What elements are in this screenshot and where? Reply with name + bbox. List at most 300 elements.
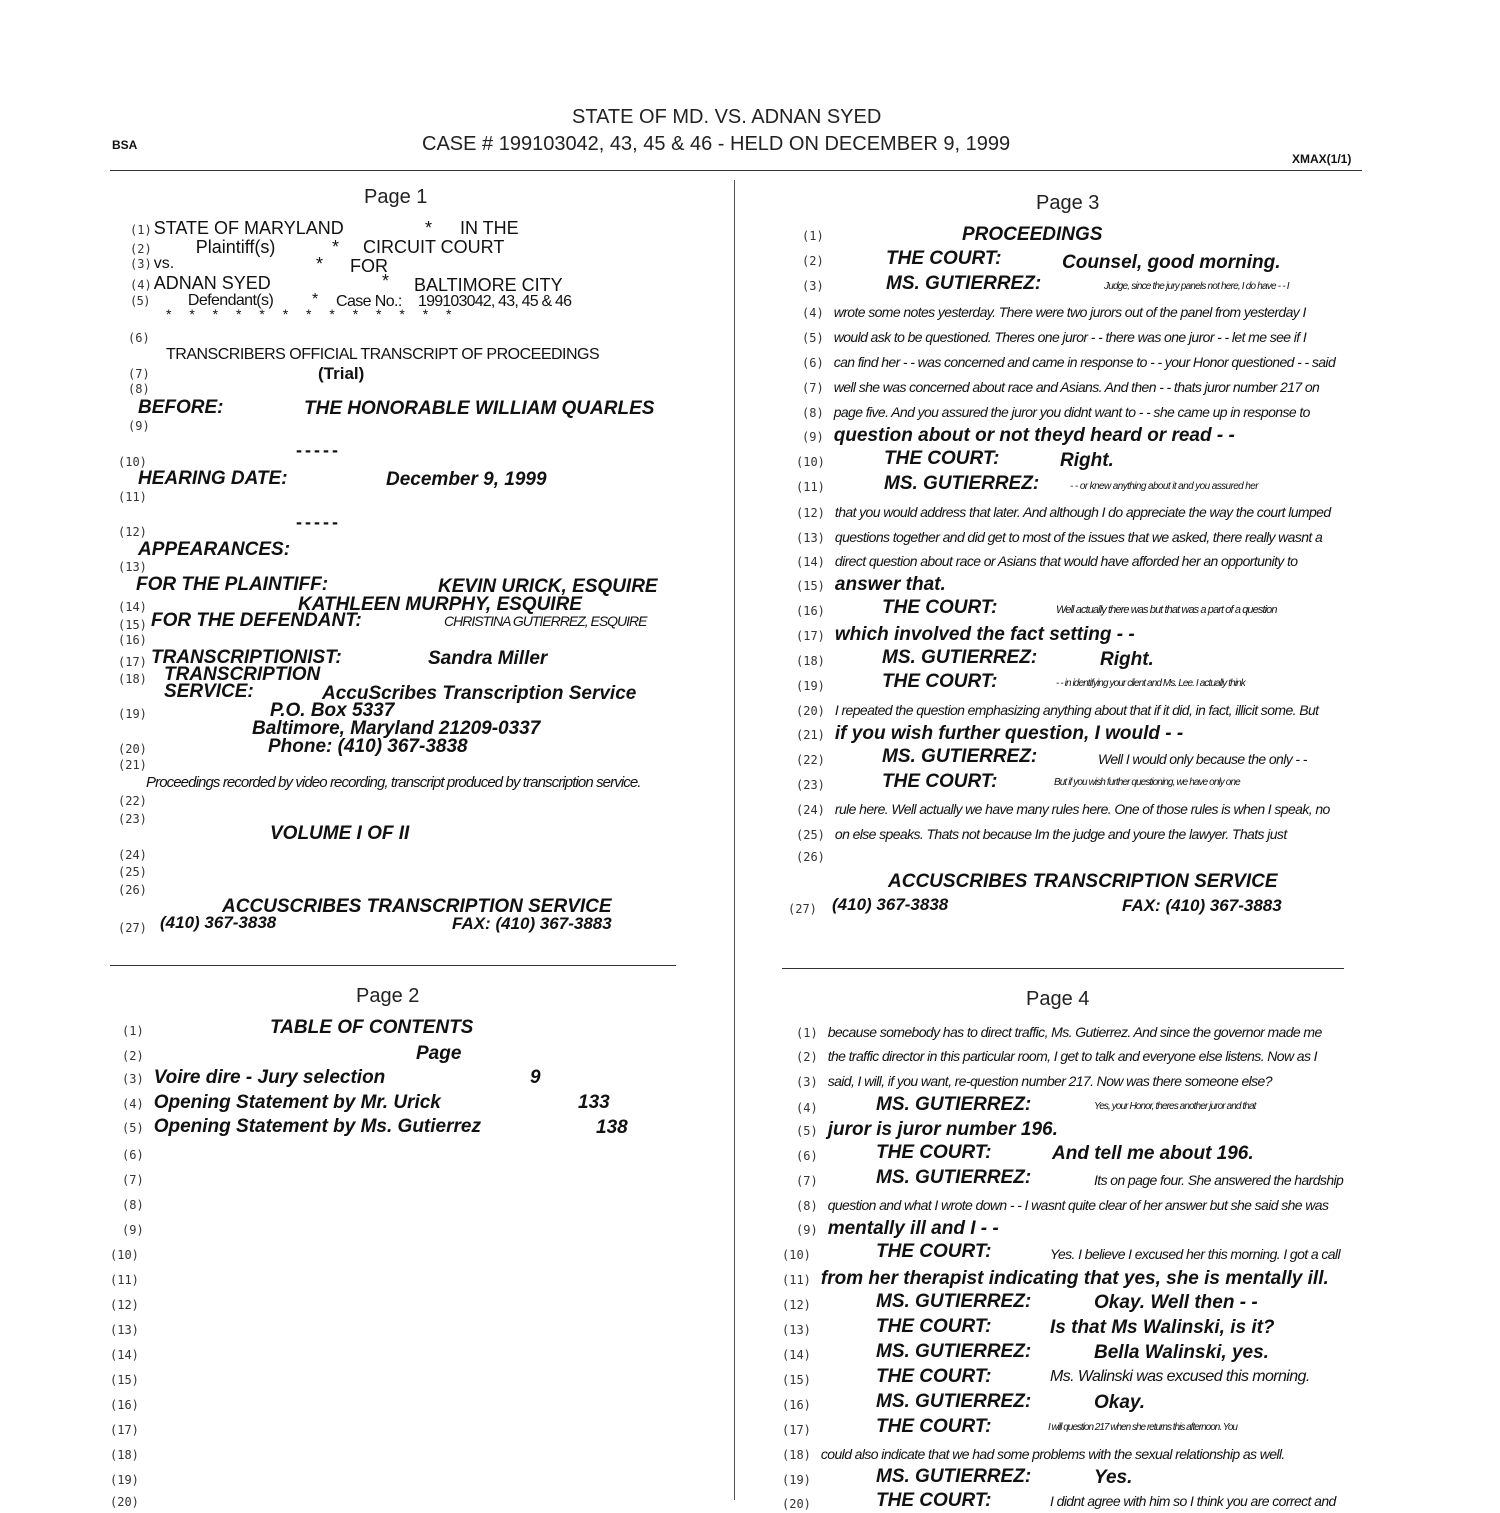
p3-line-6: [802, 352, 1335, 372]
p3-line-19: [796, 675, 835, 695]
speaker-the-court: THE COURT:: [876, 1316, 992, 1337]
p2-line-13: [110, 1319, 149, 1339]
caption-in-the: IN THE: [460, 218, 519, 238]
p3-line-11: [796, 476, 835, 496]
hearing-date-value: December 9, 1999: [386, 469, 547, 490]
caption-state: STATE OF MARYLAND: [153, 218, 344, 238]
speaker-the-court: THE COURT:: [886, 248, 1002, 269]
line-number: (1): [122, 1024, 144, 1038]
p1-line-11: [118, 486, 157, 506]
plaintiff-attorney-2: KATHLEEN MURPHY, ESQUIRE: [298, 594, 582, 615]
p4-line-18: [782, 1444, 1285, 1464]
p1-line-8: [128, 378, 160, 398]
line-number: (27): [118, 921, 147, 935]
line-number: (7): [796, 1174, 818, 1188]
caption-circuit-court: CIRCUIT COURT: [363, 237, 505, 257]
header-right-tag: XMAX(1/1): [1292, 152, 1352, 166]
line-number: (17): [110, 1423, 139, 1437]
p3-line-5: [802, 327, 1306, 347]
p3-line-25: [796, 824, 1287, 844]
p4-line-6: [796, 1145, 828, 1165]
toc-entry: [122, 1116, 481, 1138]
speech-text: Bella Walinski, yes.: [1094, 1342, 1269, 1363]
line-number: (10): [110, 1248, 139, 1262]
transcript-text: which involved the fact setting - -: [834, 624, 1135, 645]
p4-line-16: [782, 1394, 821, 1414]
transcript-text: would ask to be questioned. Theres one juror - - there was one juror - - let me see if I: [833, 329, 1307, 345]
p3-line-1: [802, 225, 834, 245]
p4-line-15: [782, 1369, 821, 1389]
transcriptionist-label: TRANSCRIPTIONIST:: [151, 647, 342, 668]
line-number: (26): [796, 850, 825, 864]
line-number: (3): [796, 1075, 818, 1089]
line-number: (4): [130, 278, 152, 292]
before-value: THE HONORABLE WILLIAM QUARLES: [304, 398, 655, 419]
line-number: (1): [796, 1026, 818, 1040]
p3-line-2: [802, 250, 834, 270]
footer-company: ACCUSCRIBES TRANSCRIPTION SERVICE: [222, 896, 612, 917]
line-number: (14): [782, 1348, 811, 1362]
caption-star: *: [316, 254, 324, 274]
p2-line-11: [110, 1269, 149, 1289]
p3-line-27: [788, 898, 827, 918]
p2-line-15: [110, 1369, 149, 1389]
line-number: (2): [802, 254, 824, 268]
p4-line-7: [796, 1170, 828, 1190]
line-number: (4): [802, 306, 824, 320]
p4-line-13: [782, 1319, 821, 1339]
speaker-ms-gutierrez: MS. GUTIERREZ:: [876, 1094, 1032, 1115]
p1-line-6: [128, 327, 160, 347]
speaker-the-court: THE COURT:: [882, 771, 998, 792]
speaker-ms-gutierrez: MS. GUTIERREZ:: [884, 473, 1040, 494]
line-number: (27): [788, 902, 817, 916]
speech-text: Is that Ms Walinski, is it?: [1050, 1317, 1275, 1338]
speaker-ms-gutierrez: MS. GUTIERREZ:: [886, 273, 1042, 294]
p2-line-18: [110, 1444, 149, 1464]
p3-line-10: [796, 451, 835, 471]
p4-line-12: [782, 1294, 821, 1314]
transcript-text: rule here. Well actually we have many rules here. One of those rules is when I speak, no: [834, 801, 1330, 817]
p4-line-17: [782, 1419, 821, 1439]
line-number: (17): [782, 1423, 811, 1437]
transcript-text: questions together and did get to most of the issues that we asked, there really wasnt a: [834, 529, 1323, 545]
caption-vs: vs.: [153, 255, 175, 272]
line-number: (15): [110, 1373, 139, 1387]
p4-line-19: [782, 1469, 821, 1489]
speech-text: I will question 217 when she returns this afternoon. You: [1048, 1422, 1237, 1433]
line-number: (2): [122, 1049, 144, 1063]
line-number: (1): [130, 223, 152, 237]
line-number: (16): [796, 604, 825, 618]
p2-line-8: [122, 1194, 154, 1214]
p1-line-23: [118, 808, 157, 828]
p3-line-3: [802, 275, 834, 295]
p3-line-21: [796, 723, 1183, 745]
p2-line-16: [110, 1394, 149, 1414]
p4-line-5: [796, 1119, 1058, 1141]
page3-bottom-rule: [782, 968, 1344, 969]
line-number: (19): [110, 1473, 139, 1487]
p3-line-12: [796, 502, 1331, 522]
speech-text: Its on page four. She answered the hardship: [1094, 1172, 1344, 1188]
caption-defendant-name: ADNAN SYED: [153, 273, 271, 293]
caption-case-number: 199103042, 43, 45 & 46: [418, 293, 572, 310]
line-number: (12): [796, 506, 825, 520]
line-number: (12): [110, 1298, 139, 1312]
p2-line-2: [122, 1045, 154, 1065]
line-number: (2): [796, 1050, 818, 1064]
line-number: (14): [110, 1348, 139, 1362]
p2-line-1: [122, 1020, 154, 1040]
line-number: (2): [130, 242, 152, 256]
p3-line-8: [802, 402, 1310, 422]
line-number: (19): [118, 707, 147, 721]
line-number: (10): [796, 455, 825, 469]
p4-line-10: [782, 1244, 821, 1264]
line-number: (20): [110, 1495, 139, 1509]
speech-text: Right.: [1100, 649, 1154, 670]
defendant-label: FOR THE DEFENDANT:: [151, 610, 362, 631]
p4-line-9: [796, 1218, 999, 1240]
caption-defendant-label: Defendant(s): [187, 292, 274, 309]
p1-line-1: [130, 218, 344, 239]
line-number: (5): [802, 331, 824, 345]
footer-phone: (410) 367-3838: [160, 913, 277, 932]
line-number: (23): [118, 812, 147, 826]
line-number: (18): [118, 672, 147, 686]
transcriptionist-value: Sandra Miller: [428, 648, 548, 669]
line-number: (7): [122, 1173, 144, 1187]
line-number: (24): [118, 848, 147, 862]
p1-line-3: [130, 255, 174, 273]
p3-line-4: [802, 302, 1306, 322]
p3-line-24: [796, 799, 1330, 819]
line-number: (10): [782, 1248, 811, 1262]
page4-label: Page 4: [1026, 988, 1090, 1010]
p3-line-14: [796, 551, 1297, 571]
p3-line-20: [796, 700, 1318, 720]
line-number: (5): [796, 1124, 818, 1138]
speech-text: Okay. Well then - -: [1094, 1292, 1258, 1313]
p4-line-11: [782, 1268, 1329, 1290]
speech-text: Yes, your Honor, theres another juror and that: [1094, 1101, 1256, 1112]
plaintiff-label: FOR THE PLAINTIFF:: [136, 574, 329, 595]
toc-entry: [122, 1067, 385, 1089]
line-number: (9): [796, 1223, 818, 1237]
line-number: (17): [118, 655, 147, 669]
line-number: (11): [118, 490, 147, 504]
caption-star: *: [332, 237, 340, 257]
speech-text: And tell me about 196.: [1052, 1143, 1254, 1164]
transcript-text: on else speaks. Thats not because Im the judge and youre the lawyer. Thats just: [834, 826, 1287, 842]
line-number: (12): [118, 525, 147, 539]
toc-entry-page: 9: [530, 1067, 541, 1088]
transcript-text: if you wish further question, I would - -: [834, 723, 1184, 744]
toc-title: TABLE OF CONTENTS: [270, 1017, 474, 1038]
line-number: (11): [796, 480, 825, 494]
line-number: (21): [118, 758, 147, 772]
speech-text: Yes. I believe I excused her this morning. I got a call: [1050, 1246, 1340, 1262]
transcript-text: page five. And you assured the juror you didnt want to - - she came up in response to: [833, 404, 1310, 420]
volume-label: VOLUME I OF II: [270, 823, 410, 844]
p2-line-19: [110, 1469, 149, 1489]
caption-plaintiff: Plaintiff(s): [195, 237, 276, 257]
line-number: (5): [122, 1121, 144, 1135]
p1-line-26: [118, 879, 157, 899]
p2-line-10: [110, 1244, 149, 1264]
toc-page-column: Page: [416, 1043, 462, 1064]
caption-for: FOR: [350, 256, 388, 276]
service-label-1: TRANSCRIPTION: [164, 664, 321, 685]
transcript-text: question and what I wrote down - - I wasnt quite clear of her answer but she said she was: [827, 1197, 1329, 1213]
p4-line-4: [796, 1097, 828, 1117]
page1-bottom-rule: [110, 965, 676, 966]
toc-entry-page: 133: [578, 1092, 610, 1113]
plaintiff-attorney-1: KEVIN URICK, ESQUIRE: [438, 576, 658, 597]
defendant-attorney: CHRISTINA GUTIERREZ, ESQUIRE: [444, 613, 647, 629]
speaker-ms-gutierrez: MS. GUTIERREZ:: [876, 1391, 1032, 1412]
p4-line-14: [782, 1344, 821, 1364]
line-number: (19): [796, 679, 825, 693]
line-number: (22): [796, 753, 825, 767]
line-number: (18): [796, 654, 825, 668]
line-number: (1): [802, 229, 824, 243]
speech-text: Yes.: [1094, 1467, 1133, 1488]
header-title-line2: CASE # 199103042, 43, 45 & 46 - HELD ON DECEMBER 9, 1999: [422, 133, 1011, 155]
speech-text: I didnt agree with him so I think you are correct and: [1050, 1493, 1336, 1509]
page3-label: Page 3: [1036, 192, 1100, 214]
line-number: (11): [110, 1273, 139, 1287]
service-po-box: P.O. Box 5337: [270, 700, 395, 721]
p3-line-16: [796, 600, 835, 620]
line-number: (5): [130, 294, 150, 308]
p2-line-12: [110, 1294, 149, 1314]
transcript-text: well she was concerned about race and Asians. And then - - thats juror number 217 on: [833, 379, 1320, 395]
transcript-text: direct question about race or Asians that would have afforded her an opportunity to: [834, 553, 1298, 569]
p1-line-25: [118, 861, 157, 881]
transcript-text: that you would address that later. And although I do appreciate the way the court lumped: [834, 504, 1331, 520]
speaker-the-court: THE COURT:: [876, 1366, 992, 1387]
line-number: (3): [130, 257, 152, 271]
transcript-text: question about or not theyd heard or read - -: [833, 425, 1235, 446]
speech-text: Ms. Walinski was excused this morning.: [1050, 1368, 1310, 1385]
p2-line-7: [122, 1169, 154, 1189]
p3-line-13: [796, 527, 1322, 547]
speech-text: - - or knew anything about it and you assured her: [1070, 481, 1258, 492]
line-number: (6): [796, 1149, 818, 1163]
line-number: (6): [802, 356, 824, 370]
line-number: (4): [122, 1097, 144, 1111]
line-number: (17): [796, 629, 825, 643]
line-number: (18): [110, 1448, 139, 1462]
p3-line-22: [796, 749, 835, 769]
line-number: (13): [110, 1323, 139, 1337]
p2-line-20: [110, 1491, 149, 1511]
speech-text: - - in identifying your client and Ms. Lee. I actually think: [1056, 678, 1245, 689]
transcript-text: answer that.: [834, 574, 946, 595]
footer-fax: FAX: (410) 367-3883: [1122, 896, 1282, 915]
line-number: (18): [782, 1448, 811, 1462]
transcript-text: juror is juror number 196.: [827, 1119, 1058, 1140]
line-number: (25): [796, 828, 825, 842]
p2-line-6: [122, 1144, 154, 1164]
toc-entry-title: Opening Statement by Ms. Gutierrez: [153, 1116, 481, 1137]
line-number: (3): [122, 1072, 144, 1086]
line-number: (14): [796, 555, 825, 569]
transcript-text: mentally ill and I - -: [827, 1218, 999, 1239]
caption-baltimore-city: BALTIMORE CITY: [414, 275, 563, 295]
p3-line-18: [796, 650, 835, 670]
p2-line-17: [110, 1419, 149, 1439]
caption-star: *: [382, 271, 390, 291]
line-number: (3): [802, 279, 824, 293]
appearances-label: APPEARANCES:: [138, 539, 291, 560]
p4-line-1: [796, 1022, 1322, 1042]
p4-line-20: [782, 1493, 821, 1513]
divider-dashes: -----: [296, 440, 341, 460]
p1-line-16: [118, 629, 157, 649]
p3-line-15: [796, 574, 946, 596]
header-rule: [110, 170, 1362, 171]
transcript-text: from her therapist indicating that yes, she is mentally ill.: [820, 1268, 1329, 1289]
line-number: (25): [118, 865, 147, 879]
service-value: AccuScribes Transcription Service: [322, 683, 637, 704]
line-number: (13): [782, 1323, 811, 1337]
transcript-text: said, I will, if you want, re-question number 217. Now was there someone else?: [827, 1073, 1272, 1089]
caption-star: *: [425, 218, 433, 238]
service-phone: Phone: (410) 367-3838: [268, 736, 468, 757]
line-number: (15): [782, 1373, 811, 1387]
line-number: (15): [796, 579, 825, 593]
speaker-ms-gutierrez: MS. GUTIERREZ:: [882, 647, 1038, 668]
line-number: (6): [122, 1148, 144, 1162]
line-number: (15): [118, 618, 147, 632]
before-label: BEFORE:: [138, 397, 224, 418]
speaker-the-court: THE COURT:: [876, 1416, 992, 1437]
line-number: (20): [782, 1497, 811, 1511]
line-number: (8): [796, 1199, 818, 1213]
line-number: (24): [796, 803, 825, 817]
transcript-text: because somebody has to direct traffic, Ms. Gutierrez. And since the governor made me: [827, 1024, 1322, 1040]
p4-line-8: [796, 1195, 1328, 1215]
line-number: (11): [782, 1273, 811, 1287]
speaker-ms-gutierrez: MS. GUTIERREZ:: [876, 1167, 1032, 1188]
proceedings-title: PROCEEDINGS: [962, 224, 1103, 245]
speech-text: Right.: [1060, 450, 1114, 471]
speech-text: Judge, since the jury panels not here, I do have - - I: [1104, 281, 1289, 292]
service-label-2: SERVICE:: [164, 681, 254, 702]
page2-label: Page 2: [356, 985, 420, 1007]
transcript-text: wrote some notes yesterday. There were two jurors out of the panel from yesterday I: [833, 304, 1306, 320]
p1-line-27: [118, 917, 157, 937]
transcript-title: TRANSCRIBERS OFFICIAL TRANSCRIPT OF PROCEEDINGS: [166, 346, 600, 363]
header-title-line1: STATE OF MD. VS. ADNAN SYED: [572, 106, 882, 128]
speaker-the-court: THE COURT:: [876, 1241, 992, 1262]
line-number: (19): [782, 1473, 811, 1487]
hearing-date-label: HEARING DATE:: [138, 468, 288, 489]
footer-company: ACCUSCRIBES TRANSCRIPTION SERVICE: [888, 871, 1278, 892]
p1-line-19: [118, 703, 157, 723]
line-number: (22): [118, 794, 147, 808]
line-number: (8): [128, 382, 150, 396]
transcript-text: the traffic director in this particular room, I get to talk and everyone else listens. Now as I: [827, 1048, 1317, 1064]
p3-line-17: [796, 624, 1135, 646]
speaker-the-court: THE COURT:: [884, 448, 1000, 469]
transcript-text: can find her - - was concerned and came in response to - - your Honor questioned - - said: [833, 354, 1336, 370]
p3-line-7: [802, 377, 1319, 397]
line-number: (12): [782, 1298, 811, 1312]
p4-line-2: [796, 1046, 1317, 1066]
caption-star: *: [312, 291, 319, 308]
service-city: Baltimore, Maryland 21209-0337: [252, 718, 541, 739]
speaker-the-court: THE COURT:: [882, 671, 998, 692]
p3-line-23: [796, 774, 835, 794]
speaker-ms-gutierrez: MS. GUTIERREZ:: [876, 1291, 1032, 1312]
caption-case-label: Case No.:: [336, 293, 402, 310]
p1-line-9: [128, 415, 160, 435]
speaker-the-court: THE COURT:: [882, 597, 998, 618]
toc-entry-title: Opening Statement by Mr. Urick: [153, 1092, 441, 1113]
line-number: (16): [110, 1398, 139, 1412]
speaker-ms-gutierrez: MS. GUTIERREZ:: [876, 1341, 1032, 1362]
speech-text: Well actually there was but that was a part of a question: [1056, 604, 1277, 616]
p2-line-9: [122, 1219, 154, 1239]
speaker-the-court: THE COURT:: [876, 1142, 992, 1163]
p2-line-14: [110, 1344, 149, 1364]
footer-fax: FAX: (410) 367-3883: [452, 914, 612, 933]
toc-entry-page: 138: [596, 1117, 628, 1138]
speaker-the-court: THE COURT:: [876, 1490, 992, 1511]
line-number: (4): [796, 1101, 818, 1115]
toc-entry-title: Voire dire - Jury selection: [153, 1067, 386, 1088]
line-number: (13): [118, 560, 147, 574]
p3-line-26: [796, 846, 835, 866]
footer-phone: (410) 367-3838: [832, 895, 949, 914]
speech-text: Well I would only because the only - -: [1098, 751, 1307, 767]
toc-entry: [122, 1092, 441, 1114]
line-number: (9): [122, 1223, 144, 1237]
line-number: (26): [118, 883, 147, 897]
transcript-text: could also indicate that we had some problems with the sexual relationship as well.: [820, 1446, 1285, 1462]
line-number: (16): [782, 1398, 811, 1412]
p1-line-22: [118, 790, 157, 810]
line-number: (16): [118, 633, 147, 647]
recorded-note: Proceedings recorded by video recording, transcript produced by transcription service.: [146, 774, 641, 791]
speaker-ms-gutierrez: MS. GUTIERREZ:: [882, 746, 1038, 767]
line-number: (7): [802, 381, 824, 395]
line-number: (7): [128, 367, 150, 381]
speech-text: But if you wish further questioning, we have only one: [1054, 777, 1240, 788]
divider-dashes: -----: [296, 512, 341, 532]
transcript-trial: (Trial): [318, 364, 365, 383]
line-number: (20): [118, 742, 147, 756]
line-number: (6): [128, 331, 150, 345]
speaker-ms-gutierrez: MS. GUTIERREZ:: [876, 1466, 1032, 1487]
line-number: (14): [118, 600, 147, 614]
transcript-text: I repeated the question emphasizing anything about that if it did, in fact, illicit some. But: [834, 702, 1319, 718]
line-number: (9): [128, 419, 150, 433]
p1-line-13: [118, 556, 157, 576]
p1-line-18: [118, 668, 157, 688]
line-number: (9): [802, 430, 824, 444]
line-number: (8): [122, 1198, 144, 1212]
p3-line-9: [802, 425, 1235, 447]
p1-line-4: [130, 273, 271, 294]
line-number: (21): [796, 728, 825, 742]
p1-line-21: [118, 754, 157, 774]
caption-stars-row: * * * * * * * * * * * * *: [166, 306, 456, 322]
